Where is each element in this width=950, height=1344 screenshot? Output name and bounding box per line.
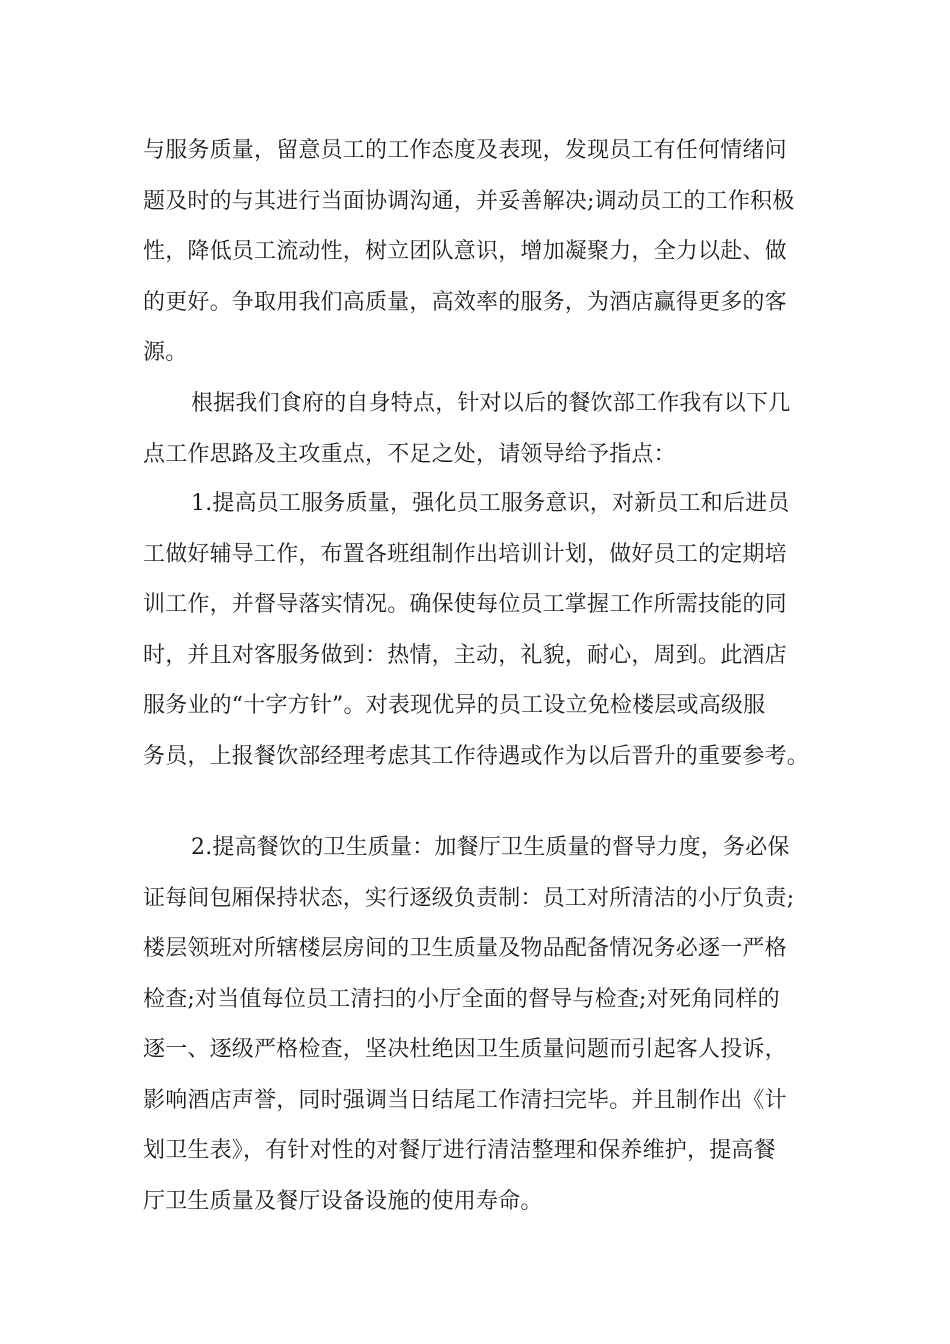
text-line: 2.提高餐饮的卫生质量：加餐厅卫生质量的督导力度，务必保 — [191, 835, 790, 860]
text-line: 影响酒店声誉，同时强调当日结尾工作清扫完毕。并且制作出《计 — [143, 1087, 787, 1113]
text-line: 题及时的与其进行当面协调沟通，并妥善解决;调动员工的工作积极 — [143, 188, 795, 214]
text-line: 源。 — [143, 340, 188, 365]
text-line: 检查;对当值每位员工清扫的小厅全面的督导与检查;对死角同样的 — [143, 986, 780, 1012]
text-line: 根据我们食府的自身特点，针对以后的餐饮部工作我有以下几 — [191, 391, 791, 416]
paragraph-item-1 — [143, 479, 811, 782]
text-line: 1.提高员工服务质量，强化员工服务意识，对新员工和后进员 — [191, 491, 790, 516]
text-line: 厅卫生质量及餐厅设备设施的使用寿命。 — [143, 1188, 543, 1214]
text-line: 时，并且对客服务做到：热情，主动，礼貌，耐心，周到。此酒店 — [143, 642, 787, 668]
paragraph-intro — [143, 379, 811, 480]
text-line: 服务业的“十字方针”。对表现优异的员工设立免检楼层或高级服 — [143, 693, 766, 718]
paragraph-item-2 — [143, 823, 811, 1227]
text-line: 与服务质量，留意员工的工作态度及表现，发现员工有任何情绪问 — [143, 138, 787, 163]
text-line: 证每间包厢保持状态，实行逐级负责制：员工对所清洁的小厅负责; — [143, 885, 795, 911]
paragraph-continuation — [143, 126, 811, 379]
text-line: 点工作思路及主攻重点，不足之处，请领导给予指点： — [143, 441, 676, 467]
text-line: 的更好。争取用我们高质量，高效率的服务，为酒店赢得更多的客 — [143, 289, 787, 315]
text-line: 性，降低员工流动性，树立团队意识，增加凝聚力，全力以赴、做 — [143, 239, 787, 264]
text-line: 划卫生表》，有针对性的对餐厅进行清洁整理和保养维护，提高餐 — [143, 1138, 776, 1163]
text-line: 工做好辅导工作，布置各班组制作出培训计划，做好员工的定期培 — [143, 541, 787, 567]
text-line: 楼层领班对所辖楼层房间的卫生质量及物品配备情况务必逐一严格 — [143, 936, 787, 961]
text-line: 务员，上报餐饮部经理考虑其工作待遇或作为以后晋升的重要参考。 — [143, 743, 810, 769]
text-line: 逐一、逐级严格检查，坚决杜绝因卫生质量问题而引起客人投诉， — [143, 1037, 787, 1062]
text-line: 训工作，并督导落实情况。确保使每位员工掌握工作所需技能的同 — [143, 592, 787, 617]
